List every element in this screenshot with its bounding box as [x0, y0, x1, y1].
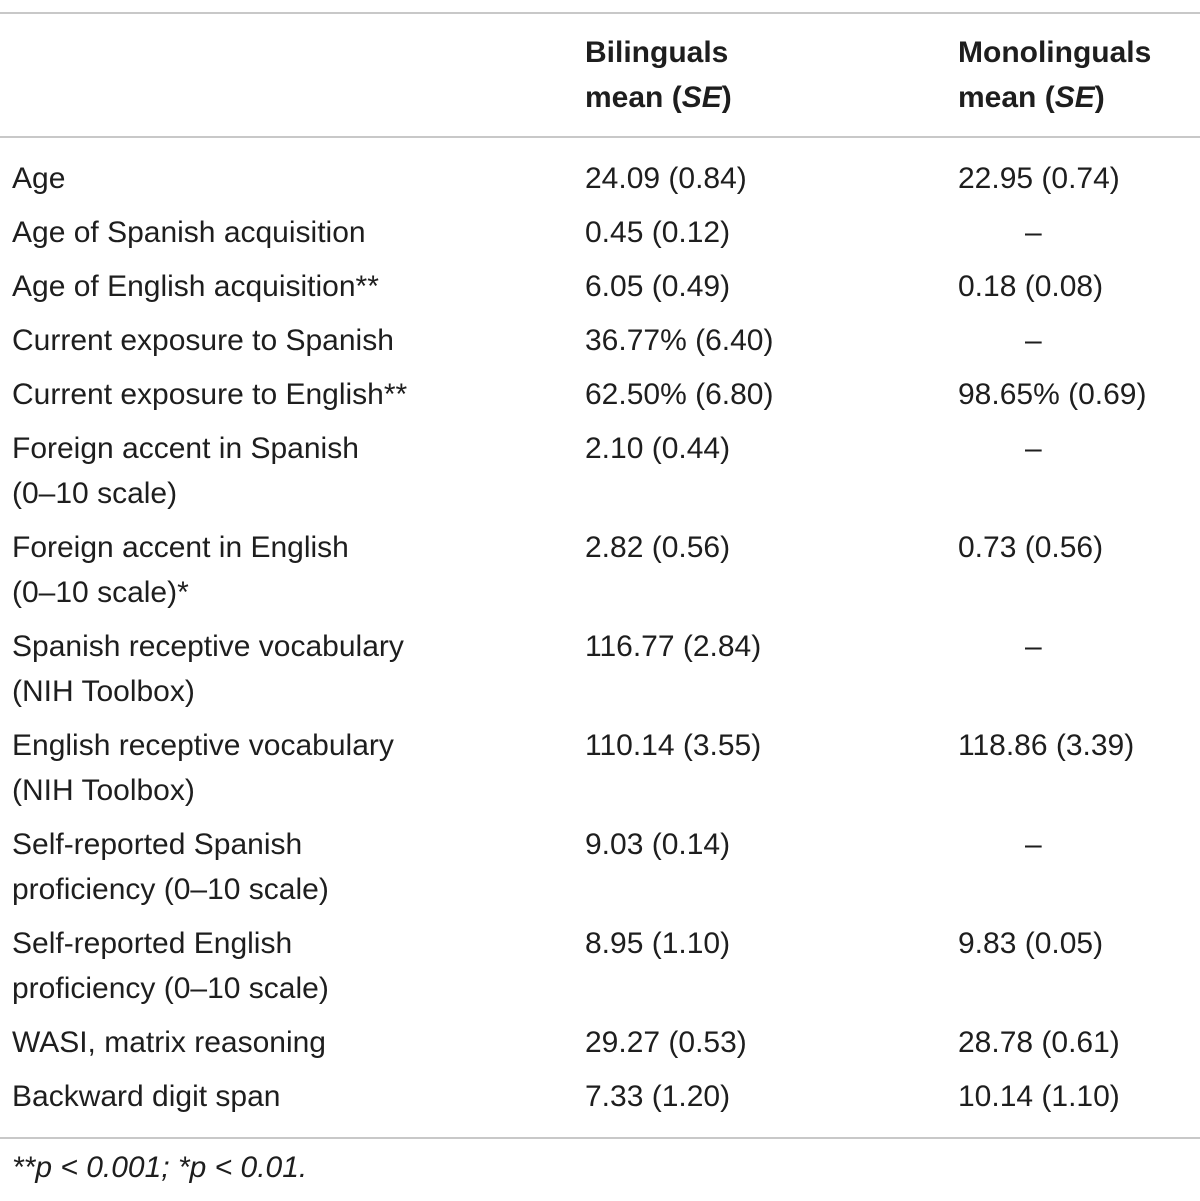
row-label-line: Age of Spanish acquisition — [12, 216, 366, 249]
header-monolinguals-line2 — [958, 75, 1151, 120]
table-row — [0, 426, 1200, 525]
header-monolinguals — [958, 30, 1151, 120]
table-row — [0, 1020, 1200, 1074]
table-row — [0, 921, 1200, 1020]
monolinguals-value: – — [1025, 630, 1042, 663]
table-bottom-rule — [0, 1137, 1200, 1139]
row-label — [12, 426, 359, 516]
row-label-line: Self-reported Spanish — [12, 828, 303, 861]
monolinguals-value: 0.18 (0.08) — [958, 270, 1104, 303]
row-label — [12, 318, 394, 363]
monolinguals-value: – — [1025, 828, 1042, 861]
bilinguals-value: 29.27 (0.53) — [585, 1026, 747, 1059]
bilinguals-value: 36.77% (6.40) — [585, 324, 774, 357]
bilinguals-value: 6.05 (0.49) — [585, 270, 731, 303]
row-label — [12, 921, 329, 1011]
table-row — [0, 525, 1200, 624]
monolinguals-value: 118.86 (3.39) — [958, 729, 1135, 762]
monolinguals-value: – — [1025, 216, 1042, 249]
monolinguals-value: 22.95 (0.74) — [958, 162, 1120, 195]
row-label-line: Backward digit span — [12, 1080, 281, 1113]
row-label-line: Age — [12, 162, 66, 195]
table-row — [0, 723, 1200, 822]
bilinguals-value: 110.14 (3.55) — [585, 729, 762, 762]
header-bilinguals-mean: mean ( — [585, 81, 682, 114]
bilinguals-value: 0.45 (0.12) — [585, 216, 731, 249]
bilinguals-value: 8.95 (1.10) — [585, 927, 731, 960]
monolinguals-value: – — [1025, 432, 1042, 465]
row-label-line: Spanish receptive vocabulary — [12, 630, 404, 663]
bilinguals-value: 2.10 (0.44) — [585, 432, 731, 465]
row-label — [12, 1074, 280, 1119]
table-row — [0, 1074, 1200, 1128]
table-row — [0, 264, 1200, 318]
header-monolinguals-se: SE — [1054, 81, 1095, 114]
row-label-line: Age of English acquisition** — [12, 270, 379, 303]
row-label-line: Foreign accent in English — [12, 531, 349, 564]
row-label-line: (NIH Toolbox) — [12, 774, 195, 807]
table-row — [0, 624, 1200, 723]
row-label-line: (NIH Toolbox) — [12, 675, 195, 708]
row-label-line: English receptive vocabulary — [12, 729, 394, 762]
bilinguals-value: 2.82 (0.56) — [585, 531, 731, 564]
monolinguals-value: 0.73 (0.56) — [958, 531, 1104, 564]
row-label — [12, 372, 407, 417]
row-label-line: Self-reported English — [12, 927, 293, 960]
table-row — [0, 822, 1200, 921]
row-label-line: Current exposure to English** — [12, 378, 408, 411]
bilinguals-value: 9.03 (0.14) — [585, 828, 731, 861]
row-label — [12, 525, 349, 615]
table-body — [0, 156, 1200, 1128]
table-row — [0, 156, 1200, 210]
monolinguals-value: – — [1025, 324, 1042, 357]
monolinguals-value: 9.83 (0.05) — [958, 927, 1104, 960]
monolinguals-value: 10.14 (1.10) — [958, 1080, 1120, 1113]
table-row — [0, 372, 1200, 426]
row-label-line: WASI, matrix reasoning — [12, 1026, 326, 1059]
header-bilinguals-paren: ) — [721, 81, 732, 114]
bilinguals-value: 62.50% (6.80) — [585, 378, 774, 411]
row-label — [12, 210, 366, 255]
table-row — [0, 210, 1200, 264]
header-bilinguals — [585, 30, 732, 120]
table-top-rule — [0, 12, 1200, 14]
header-monolinguals-mean: mean ( — [958, 81, 1055, 114]
row-label — [12, 156, 65, 201]
monolinguals-value: 98.65% (0.69) — [958, 378, 1147, 411]
header-monolinguals-line1: Monolinguals — [958, 36, 1152, 69]
header-bilinguals-se: SE — [681, 81, 722, 114]
table-footnote: **p < 0.001; *p < 0.01. — [12, 1151, 308, 1184]
monolinguals-value: 28.78 (0.61) — [958, 1026, 1120, 1059]
row-label-line: proficiency (0–10 scale) — [12, 873, 329, 906]
row-label — [12, 822, 329, 912]
row-label-line: proficiency (0–10 scale) — [12, 972, 329, 1005]
bilinguals-value: 24.09 (0.84) — [585, 162, 747, 195]
row-label — [12, 624, 404, 714]
bilinguals-value: 7.33 (1.20) — [585, 1080, 731, 1113]
header-monolinguals-paren: ) — [1094, 81, 1105, 114]
header-bilinguals-line1: Bilinguals — [585, 36, 729, 69]
table-row — [0, 318, 1200, 372]
header-bottom-rule — [0, 136, 1200, 138]
header-bilinguals-line2 — [585, 75, 732, 120]
row-label — [12, 264, 379, 309]
row-label-line: Foreign accent in Spanish — [12, 432, 359, 465]
row-label-line: Current exposure to Spanish — [12, 324, 394, 357]
row-label-line: (0–10 scale)* — [12, 576, 189, 609]
row-label — [12, 1020, 326, 1065]
bilinguals-value: 116.77 (2.84) — [585, 630, 762, 663]
row-label — [12, 723, 394, 813]
row-label-line: (0–10 scale) — [12, 477, 178, 510]
